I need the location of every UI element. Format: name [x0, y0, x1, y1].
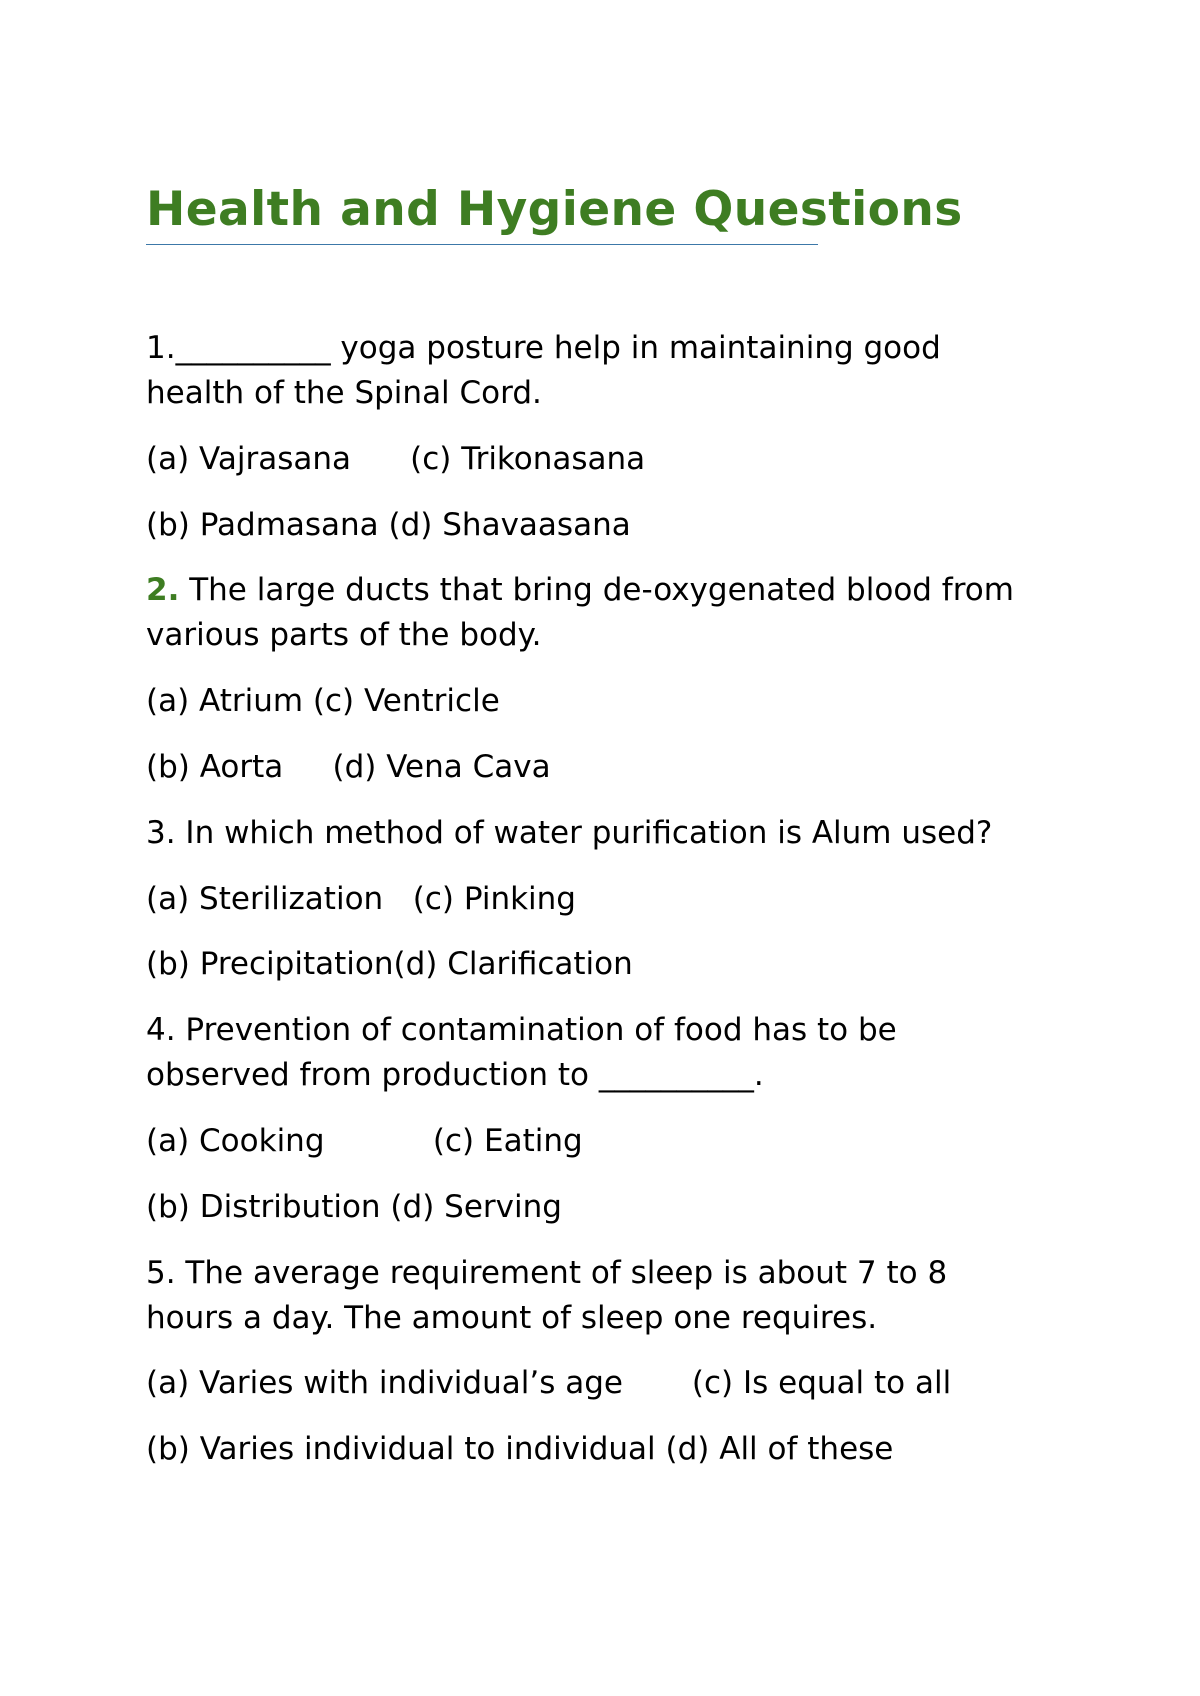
- question-5-line-1: 5. The average requirement of sleep is about 7 to 8: [146, 1255, 948, 1291]
- question-1-line-2: health of the Spinal Cord.: [146, 375, 542, 411]
- question-3-line-1: 3. In which method of water purification is Alum used?: [146, 815, 993, 851]
- question-4-line-2: observed from production to __________.: [146, 1057, 764, 1093]
- question-3-options-row-2: (b) Precipitation(d) Clarification: [146, 946, 633, 982]
- question-2-line-1: [146, 568, 1014, 613]
- question-5-options-row-1: (a) Varies with individual’s age (c) Is equal to all: [146, 1365, 952, 1401]
- question-1-options-row-1: (a) Vajrasana (c) Trikonasana: [146, 441, 646, 477]
- question-2-options-row-2: (b) Aorta (d) Vena Cava: [146, 749, 551, 785]
- question-5-line-2: hours a day. The amount of sleep one requires.: [146, 1300, 878, 1336]
- question-2-text: The large ducts that bring de-oxygenated blood from: [179, 572, 1014, 608]
- question-4-options-row-2: (b) Distribution (d) Serving: [146, 1189, 562, 1225]
- question-1-line-1: 1.__________ yoga posture help in maintaining good: [146, 330, 941, 366]
- question-1-options-row-2: (b) Padmasana (d) Shavaasana: [146, 507, 631, 543]
- title-underline: [146, 244, 818, 245]
- page-title: Health and Hygiene Questions: [146, 182, 963, 237]
- question-3-options-row-1: (a) Sterilization (c) Pinking: [146, 881, 576, 917]
- question-4-line-1: 4. Prevention of contamination of food has to be: [146, 1012, 897, 1048]
- question-2-line-2: various parts of the body.: [146, 617, 542, 653]
- question-5-options-row-2: (b) Varies individual to individual (d) All of these: [146, 1431, 894, 1467]
- question-2-number: 2.: [146, 572, 180, 608]
- question-4-options-row-1: (a) Cooking (c) Eating: [146, 1123, 583, 1159]
- question-2-options-row-1: (a) Atrium (c) Ventricle: [146, 683, 500, 719]
